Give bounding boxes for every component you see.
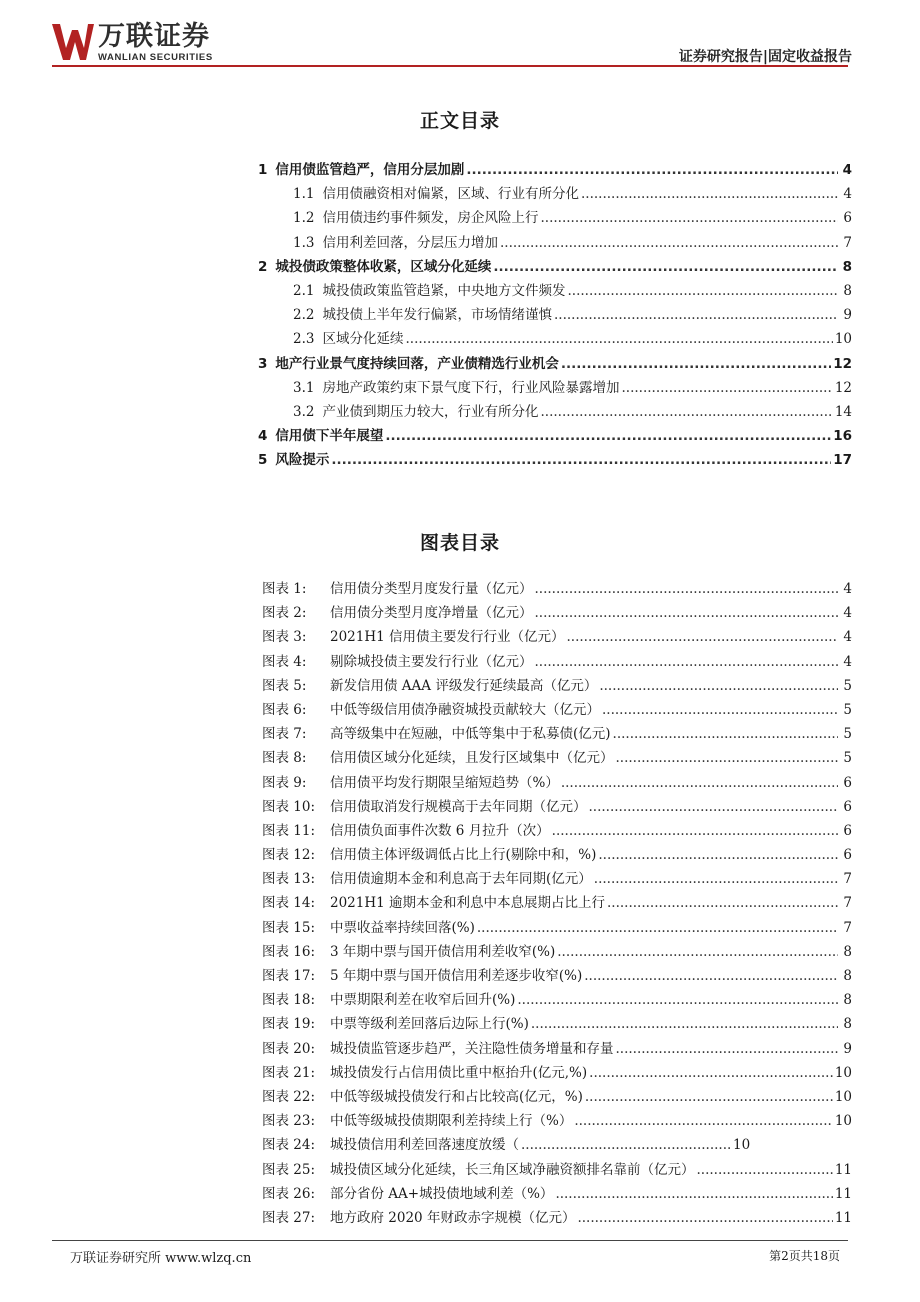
figure-entry[interactable] bbox=[262, 1037, 852, 1061]
figure-label: 图表 18: bbox=[262, 992, 316, 1009]
figure-page: 7 bbox=[843, 871, 852, 888]
table-of-contents bbox=[258, 158, 852, 472]
toc-entry[interactable] bbox=[258, 424, 852, 448]
figure-title: 剔除城投债主要发行行业（亿元） bbox=[330, 653, 533, 670]
figure-page: 8 bbox=[843, 992, 852, 1009]
figure-label: 图表 5: bbox=[262, 677, 307, 694]
figure-entry[interactable] bbox=[262, 625, 852, 649]
toc-entry-number: 2 bbox=[258, 258, 268, 275]
figure-entry[interactable] bbox=[262, 843, 852, 867]
leader-dots bbox=[561, 775, 838, 791]
leader-dots bbox=[555, 1186, 832, 1202]
figure-entry[interactable] bbox=[262, 891, 852, 915]
figure-label: 图表 19: bbox=[262, 1016, 316, 1033]
figure-title: 城投债区域分化延续，长三角区域净融资额排名靠前（亿元） bbox=[330, 1161, 695, 1178]
figure-page: 5 bbox=[843, 726, 852, 743]
figure-title: 城投债监管逐步趋严，关注隐性债务增量和存量 bbox=[330, 1040, 614, 1057]
toc-entry[interactable] bbox=[258, 206, 852, 230]
leader-dots bbox=[589, 799, 839, 815]
toc-entry-number: 3.2 bbox=[293, 403, 315, 420]
figure-label: 图表 23: bbox=[262, 1113, 316, 1130]
toc-entry-title: 信用债下半年展望 bbox=[275, 428, 384, 445]
toc-entry-page: 6 bbox=[843, 210, 852, 227]
leader-dots bbox=[567, 629, 838, 645]
toc-entry-page: 8 bbox=[843, 282, 852, 299]
toc-entry-page: 17 bbox=[833, 452, 852, 469]
wanlian-logo-icon bbox=[52, 22, 94, 62]
figure-entry[interactable] bbox=[262, 1109, 852, 1133]
figure-entry[interactable] bbox=[262, 819, 852, 843]
leader-dots bbox=[493, 259, 838, 275]
toc-entry-title: 风险提示 bbox=[275, 452, 330, 469]
toc-entry-title: 信用利差回落，分层压力增加 bbox=[322, 234, 498, 251]
figure-label: 图表 21: bbox=[262, 1064, 316, 1081]
toc-entry-number: 2.1 bbox=[293, 282, 315, 299]
figure-label: 图表 14: bbox=[262, 895, 316, 912]
figure-page: 5 bbox=[843, 677, 852, 694]
figure-page: 6 bbox=[843, 774, 852, 791]
figure-label: 图表 12: bbox=[262, 847, 316, 864]
toc-entry-page: 4 bbox=[842, 162, 852, 178]
figure-label: 图表 11: bbox=[262, 822, 316, 839]
figure-title: 高等级集中在短融，中低等集中于私募债(亿元) bbox=[330, 726, 611, 743]
figure-title: 信用债分类型月度净增量（亿元） bbox=[330, 605, 533, 622]
toc-entry-title: 信用债融资相对偏紧，区域、行业有所分化 bbox=[322, 186, 579, 203]
toc-entry-number: 1.3 bbox=[293, 234, 315, 251]
figure-entry[interactable] bbox=[262, 722, 852, 746]
figure-entry[interactable] bbox=[262, 674, 852, 698]
leader-dots bbox=[581, 186, 838, 202]
toc-entry-number: 2.2 bbox=[293, 307, 315, 324]
figure-entry[interactable] bbox=[262, 1206, 852, 1230]
toc-entry-number: 1.1 bbox=[293, 186, 315, 203]
figure-entry[interactable] bbox=[262, 867, 852, 891]
leader-dots bbox=[331, 452, 831, 468]
toc-entry-number: 4 bbox=[258, 428, 268, 445]
figure-title: 中票期限利差在收窄后回升(%) bbox=[330, 992, 516, 1009]
figure-page: 7 bbox=[843, 895, 852, 912]
figure-page: 4 bbox=[843, 629, 852, 646]
toc-entry-page: 10 bbox=[834, 331, 852, 348]
figure-title: 中票收益率持续回落(%) bbox=[330, 919, 475, 936]
figure-entry[interactable] bbox=[262, 1158, 852, 1182]
toc-entry[interactable] bbox=[258, 376, 852, 400]
figure-page: 8 bbox=[843, 1016, 852, 1033]
leader-dots bbox=[535, 605, 839, 621]
toc-entry-title: 区域分化延续 bbox=[322, 331, 404, 348]
figure-label: 图表 25: bbox=[262, 1161, 316, 1178]
toc-entry-title: 城投债上半年发行偏紧，市场情绪谨慎 bbox=[322, 307, 552, 324]
figure-title: 中票等级利差回落后边际上行(%) bbox=[330, 1016, 529, 1033]
toc-entry[interactable] bbox=[258, 279, 852, 303]
figure-label: 图表 9: bbox=[262, 774, 307, 791]
figure-label: 图表 20: bbox=[262, 1040, 316, 1057]
figure-label: 图表 17: bbox=[262, 968, 316, 984]
leader-dots bbox=[574, 1113, 832, 1129]
toc-entry-page: 4 bbox=[843, 186, 852, 203]
header-divider bbox=[52, 65, 848, 67]
figure-page: 5 bbox=[843, 701, 852, 718]
company-logo bbox=[52, 22, 213, 64]
figure-label: 图表 27: bbox=[262, 1209, 316, 1226]
figure-label: 图表 10: bbox=[262, 798, 316, 815]
leader-dots bbox=[554, 307, 838, 323]
figure-entry[interactable] bbox=[262, 964, 852, 988]
figure-entry[interactable] bbox=[262, 650, 852, 674]
figure-entry[interactable] bbox=[262, 1012, 852, 1036]
figure-entry[interactable] bbox=[262, 1085, 852, 1109]
figure-title: 2021H1 逾期本金和利息中本息展期占比上行 bbox=[330, 895, 606, 912]
figure-entry[interactable] bbox=[262, 916, 852, 940]
figure-entry[interactable] bbox=[262, 746, 852, 770]
leader-dots bbox=[616, 1041, 839, 1057]
toc-entry[interactable] bbox=[258, 255, 852, 279]
leader-dots bbox=[697, 1162, 833, 1178]
leader-dots bbox=[477, 920, 838, 936]
figure-entry[interactable] bbox=[262, 795, 852, 819]
toc-entry-number: 3.1 bbox=[293, 379, 315, 396]
footer-source: 万联证券研究所 www.wlzq.cn bbox=[70, 1251, 252, 1266]
leader-dots bbox=[613, 726, 838, 742]
leader-dots bbox=[567, 283, 838, 299]
leader-dots bbox=[385, 428, 831, 444]
figure-page: 4 bbox=[843, 605, 852, 622]
figure-entry[interactable] bbox=[262, 698, 852, 722]
leader-dots bbox=[405, 331, 832, 347]
figure-title: 部分省份 AA+城投债地域利差（%） bbox=[330, 1185, 554, 1202]
figure-label: 图表 7: bbox=[262, 726, 307, 743]
leader-dots bbox=[589, 1065, 833, 1081]
figure-entry[interactable] bbox=[262, 577, 852, 601]
toc-entry[interactable] bbox=[258, 158, 852, 182]
figure-title: 信用债平均发行期限呈缩短趋势（%） bbox=[330, 774, 559, 791]
figure-page: 4 bbox=[843, 581, 852, 597]
figure-page: 4 bbox=[843, 653, 852, 670]
figure-title: 信用债逾期本金和利息高于去年同期(亿元） bbox=[330, 871, 592, 888]
logo-chinese-name: 万联证券 bbox=[98, 21, 210, 52]
leader-dots bbox=[535, 581, 839, 597]
figure-page: 10 bbox=[733, 1137, 751, 1154]
figure-label: 图表 8: bbox=[262, 750, 307, 767]
figure-page: 6 bbox=[843, 822, 852, 839]
figure-label: 图表 24: bbox=[262, 1137, 316, 1154]
toc-entry[interactable] bbox=[258, 303, 852, 327]
toc-entry-page: 8 bbox=[842, 258, 852, 275]
figure-title: 3 年期中票与国开债信用利差收窄(%) bbox=[330, 943, 556, 960]
figure-title: 城投债发行占信用债比重中枢抬升(亿元,%) bbox=[330, 1064, 588, 1081]
figure-page: 10 bbox=[834, 1113, 852, 1130]
figure-label: 图表 6: bbox=[262, 701, 307, 718]
figure-title: 信用债分类型月度发行量（亿元） bbox=[330, 581, 533, 597]
figure-page: 6 bbox=[843, 798, 852, 815]
toc-entry-page: 12 bbox=[833, 355, 852, 372]
leader-dots bbox=[540, 210, 838, 226]
figure-page: 8 bbox=[843, 943, 852, 960]
toc-entry-number: 1.2 bbox=[293, 210, 315, 227]
figure-page: 10 bbox=[834, 1088, 852, 1105]
toc-entry-page: 12 bbox=[834, 379, 852, 396]
toc-entry-page: 9 bbox=[843, 307, 852, 324]
toc-entry-number: 1 bbox=[258, 162, 268, 178]
toc-entry-page: 14 bbox=[834, 403, 852, 420]
figures-title: 图表目录 bbox=[419, 532, 500, 554]
leader-dots bbox=[521, 1137, 731, 1153]
figure-page: 11 bbox=[834, 1185, 852, 1202]
leader-dots bbox=[466, 162, 838, 178]
leader-dots bbox=[585, 1089, 833, 1105]
toc-title: 正文目录 bbox=[419, 110, 500, 132]
figure-entry[interactable] bbox=[262, 1133, 852, 1157]
figure-title: 5 年期中票与国开债信用利差逐步收窄(%) bbox=[330, 968, 583, 984]
figure-entry[interactable] bbox=[262, 988, 852, 1012]
figure-title: 2021H1 信用债主要发行行业（亿元） bbox=[330, 629, 565, 646]
leader-dots bbox=[500, 235, 838, 251]
toc-entry[interactable] bbox=[258, 327, 852, 351]
figure-title: 中低等级城投债期限利差持续上行（%） bbox=[330, 1113, 573, 1130]
figure-page: 7 bbox=[843, 919, 852, 936]
toc-entry[interactable] bbox=[258, 448, 852, 472]
figure-title: 信用债取消发行规模高于去年同期（亿元） bbox=[330, 798, 587, 815]
figure-title: 信用债负面事件次数 6 月拉升（次） bbox=[330, 822, 550, 839]
figure-list bbox=[262, 577, 852, 1230]
figure-page: 11 bbox=[834, 1209, 852, 1226]
figure-label: 图表 13: bbox=[262, 871, 316, 888]
toc-entry-title: 产业债到期压力较大，行业有所分化 bbox=[322, 403, 539, 420]
toc-entry-title: 城投债政策监管趋紧，中央地方文件频发 bbox=[322, 282, 566, 299]
leader-dots bbox=[616, 750, 839, 766]
leader-dots bbox=[584, 968, 838, 984]
toc-entry-number: 3 bbox=[258, 355, 268, 372]
leader-dots bbox=[552, 823, 838, 839]
toc-entry-page: 7 bbox=[843, 234, 852, 251]
leader-dots bbox=[602, 702, 838, 718]
leader-dots bbox=[607, 895, 838, 911]
toc-entry-page: 16 bbox=[833, 428, 852, 445]
figure-entry[interactable] bbox=[262, 1061, 852, 1085]
figure-title: 中低等级信用债净融资城投贡献较大（亿元） bbox=[330, 701, 600, 718]
toc-entry[interactable] bbox=[258, 400, 852, 424]
leader-dots bbox=[599, 678, 838, 694]
figure-label: 图表 4: bbox=[262, 653, 307, 670]
figure-page: 9 bbox=[843, 1040, 852, 1057]
leader-dots bbox=[517, 992, 838, 1008]
figure-title: 城投债信用利差回落速度放缓（ bbox=[330, 1137, 519, 1154]
leader-dots bbox=[540, 404, 832, 420]
toc-entry[interactable] bbox=[258, 182, 852, 206]
toc-entry-number: 5 bbox=[258, 452, 268, 469]
leader-dots bbox=[535, 654, 839, 670]
figure-entry[interactable] bbox=[262, 1182, 852, 1206]
toc-entry[interactable] bbox=[258, 352, 852, 376]
leader-dots bbox=[621, 380, 832, 396]
leader-dots bbox=[557, 944, 838, 960]
toc-entry-title: 地产行业景气度持续回落，产业债精选行业机会 bbox=[275, 355, 559, 372]
figure-entry[interactable] bbox=[262, 771, 852, 795]
figure-title: 信用债区域分化延续，且发行区域集中（亿元） bbox=[330, 750, 614, 767]
figure-page: 11 bbox=[834, 1161, 852, 1178]
footer-divider bbox=[52, 1240, 848, 1241]
leader-dots bbox=[594, 871, 838, 887]
page-header bbox=[52, 22, 852, 68]
figure-label: 图表 16: bbox=[262, 943, 316, 960]
page-number: 第2页共18页 bbox=[769, 1249, 840, 1263]
toc-entry-title: 房地产政策约束下景气度下行，行业风险暴露增加 bbox=[322, 379, 620, 396]
figure-page: 6 bbox=[843, 847, 852, 864]
figure-title: 新发信用债 AAA 评级发行延续最高（亿元） bbox=[330, 677, 598, 694]
figure-label: 图表 15: bbox=[262, 919, 316, 936]
figure-title: 地方政府 2020 年财政赤字规模（亿元） bbox=[330, 1209, 576, 1226]
figure-page: 10 bbox=[834, 1064, 852, 1081]
leader-dots bbox=[531, 1016, 838, 1032]
toc-entry-title: 信用债违约事件频发，房企风险上行 bbox=[322, 210, 539, 227]
toc-entry-number: 2.3 bbox=[293, 331, 315, 348]
leader-dots bbox=[561, 356, 831, 372]
figure-page: 5 bbox=[843, 750, 852, 767]
figure-page: 8 bbox=[843, 968, 852, 984]
figure-label: 图表 22: bbox=[262, 1088, 316, 1105]
leader-dots bbox=[598, 847, 838, 863]
toc-entry-title: 城投债政策整体收紧，区域分化延续 bbox=[275, 258, 492, 275]
report-type: 证券研究报告|固定收益报告 bbox=[678, 49, 852, 65]
toc-entry[interactable] bbox=[258, 231, 852, 255]
figure-label: 图表 3: bbox=[262, 629, 307, 646]
figure-entry[interactable] bbox=[262, 601, 852, 625]
figure-entry[interactable] bbox=[262, 940, 852, 964]
figure-label: 图表 1: bbox=[262, 581, 307, 597]
figure-label: 图表 2: bbox=[262, 605, 307, 622]
figure-label: 图表 26: bbox=[262, 1185, 316, 1202]
logo-english-name: WANLIAN SECURITIES bbox=[98, 52, 213, 63]
figure-title: 中低等级城投债发行和占比较高(亿元，%) bbox=[330, 1088, 583, 1105]
toc-entry-title: 信用债监管趋严，信用分层加剧 bbox=[275, 162, 465, 178]
leader-dots bbox=[577, 1210, 832, 1226]
figure-title: 信用债主体评级调低占比上行(剔除中和，%) bbox=[330, 847, 597, 864]
